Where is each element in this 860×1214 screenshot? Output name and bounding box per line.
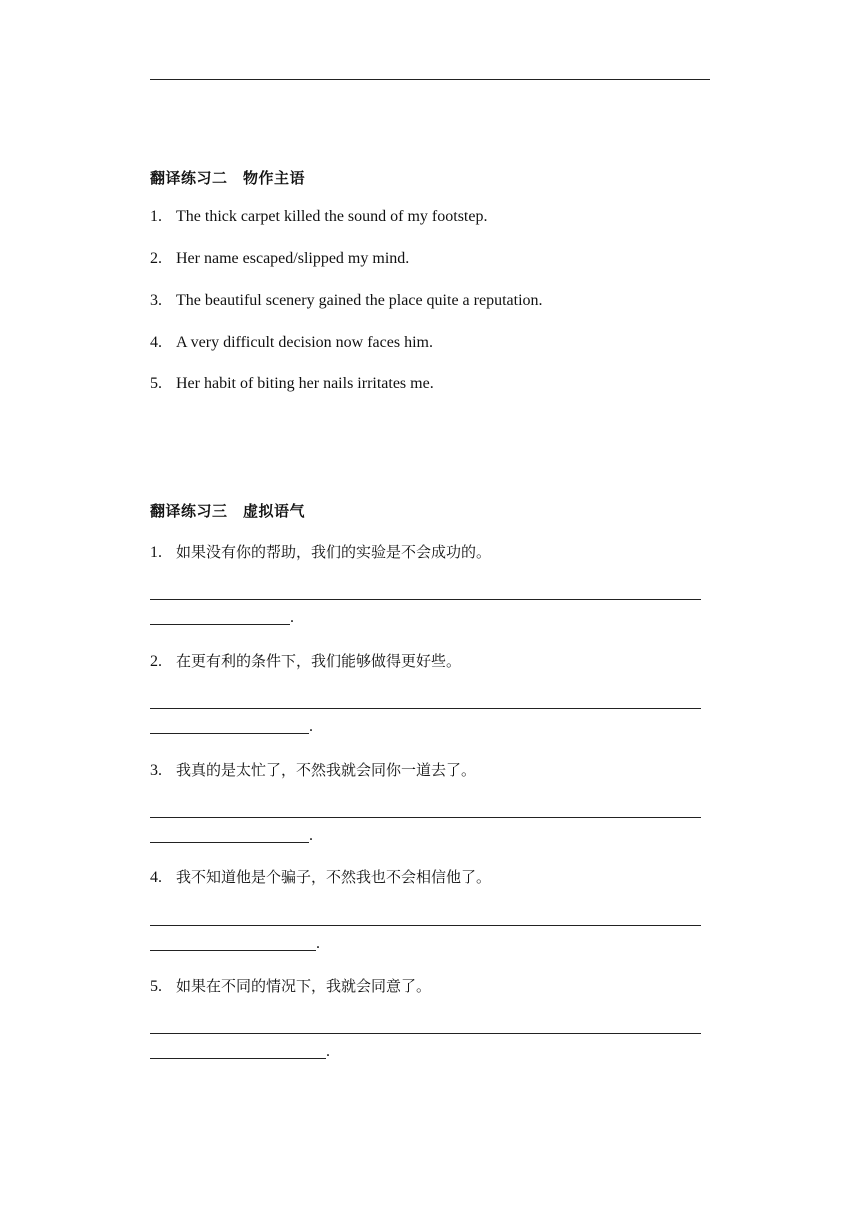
- question-text: 在更有利的条件下，我们能够做得更好些。: [176, 652, 462, 670]
- item-number: 4.: [150, 869, 162, 886]
- header-rule: [150, 79, 710, 80]
- answer-blank[interactable]: [150, 1058, 326, 1059]
- answer-blank[interactable]: [150, 950, 316, 951]
- section-title-translation-2: 翻译练习二 物作主语: [150, 169, 306, 187]
- item-number: 3.: [150, 762, 162, 779]
- item-number: 2.: [150, 653, 162, 670]
- section-title-translation-3: 翻译练习三 虚拟语气: [150, 502, 306, 520]
- list-item: [150, 208, 487, 226]
- question-item: [150, 866, 491, 887]
- item-number: 1.: [150, 544, 162, 561]
- question-text: 我不知道他是个骗子，不然我也不会相信他了。: [176, 868, 492, 886]
- item-number: 4.: [150, 334, 162, 351]
- answer-blank-line[interactable]: [150, 599, 701, 600]
- question-item: [150, 541, 491, 562]
- question-text: 我真的是太忙了，不然我就会同你一道去了。: [176, 761, 477, 779]
- item-text: A very difficult decision now faces him.: [176, 334, 433, 351]
- answer-blank-tail[interactable]: [150, 1043, 330, 1061]
- list-item: [150, 375, 434, 393]
- list-item: [150, 250, 409, 268]
- answer-end-period: .: [309, 827, 313, 844]
- item-text: Her habit of biting her nails irritates me.: [176, 375, 434, 392]
- item-number: 2.: [150, 250, 162, 267]
- item-number: 3.: [150, 292, 162, 309]
- answer-end-period: .: [290, 609, 294, 626]
- question-text: 如果没有你的帮助，我们的实验是不会成功的。: [176, 543, 492, 561]
- item-text: Her name escaped/slipped my mind.: [176, 250, 410, 267]
- item-number: 1.: [150, 208, 162, 225]
- answer-blank-line[interactable]: [150, 708, 701, 709]
- answer-blank-line[interactable]: [150, 817, 701, 818]
- item-text: The thick carpet killed the sound of my footstep.: [176, 208, 488, 225]
- answer-blank[interactable]: [150, 733, 309, 734]
- answer-end-period: .: [309, 718, 313, 735]
- answer-end-period: .: [316, 935, 320, 952]
- list-item: [150, 334, 433, 352]
- answer-blank-line[interactable]: [150, 925, 701, 926]
- answer-blank[interactable]: [150, 842, 309, 843]
- item-text: The beautiful scenery gained the place quite a reputation.: [176, 292, 543, 309]
- list-item: [150, 292, 543, 310]
- answer-blank[interactable]: [150, 624, 290, 625]
- answer-blank-tail[interactable]: [150, 718, 313, 736]
- answer-blank-tail[interactable]: [150, 609, 294, 627]
- item-number: 5.: [150, 375, 162, 392]
- question-item: [150, 975, 431, 996]
- answer-blank-line[interactable]: [150, 1033, 701, 1034]
- question-item: [150, 650, 461, 671]
- question-item: [150, 759, 476, 780]
- answer-blank-tail[interactable]: [150, 827, 313, 845]
- answer-blank-tail[interactable]: [150, 935, 320, 953]
- item-number: 5.: [150, 978, 162, 995]
- answer-end-period: .: [326, 1043, 330, 1060]
- question-text: 如果在不同的情况下，我就会同意了。: [176, 977, 432, 995]
